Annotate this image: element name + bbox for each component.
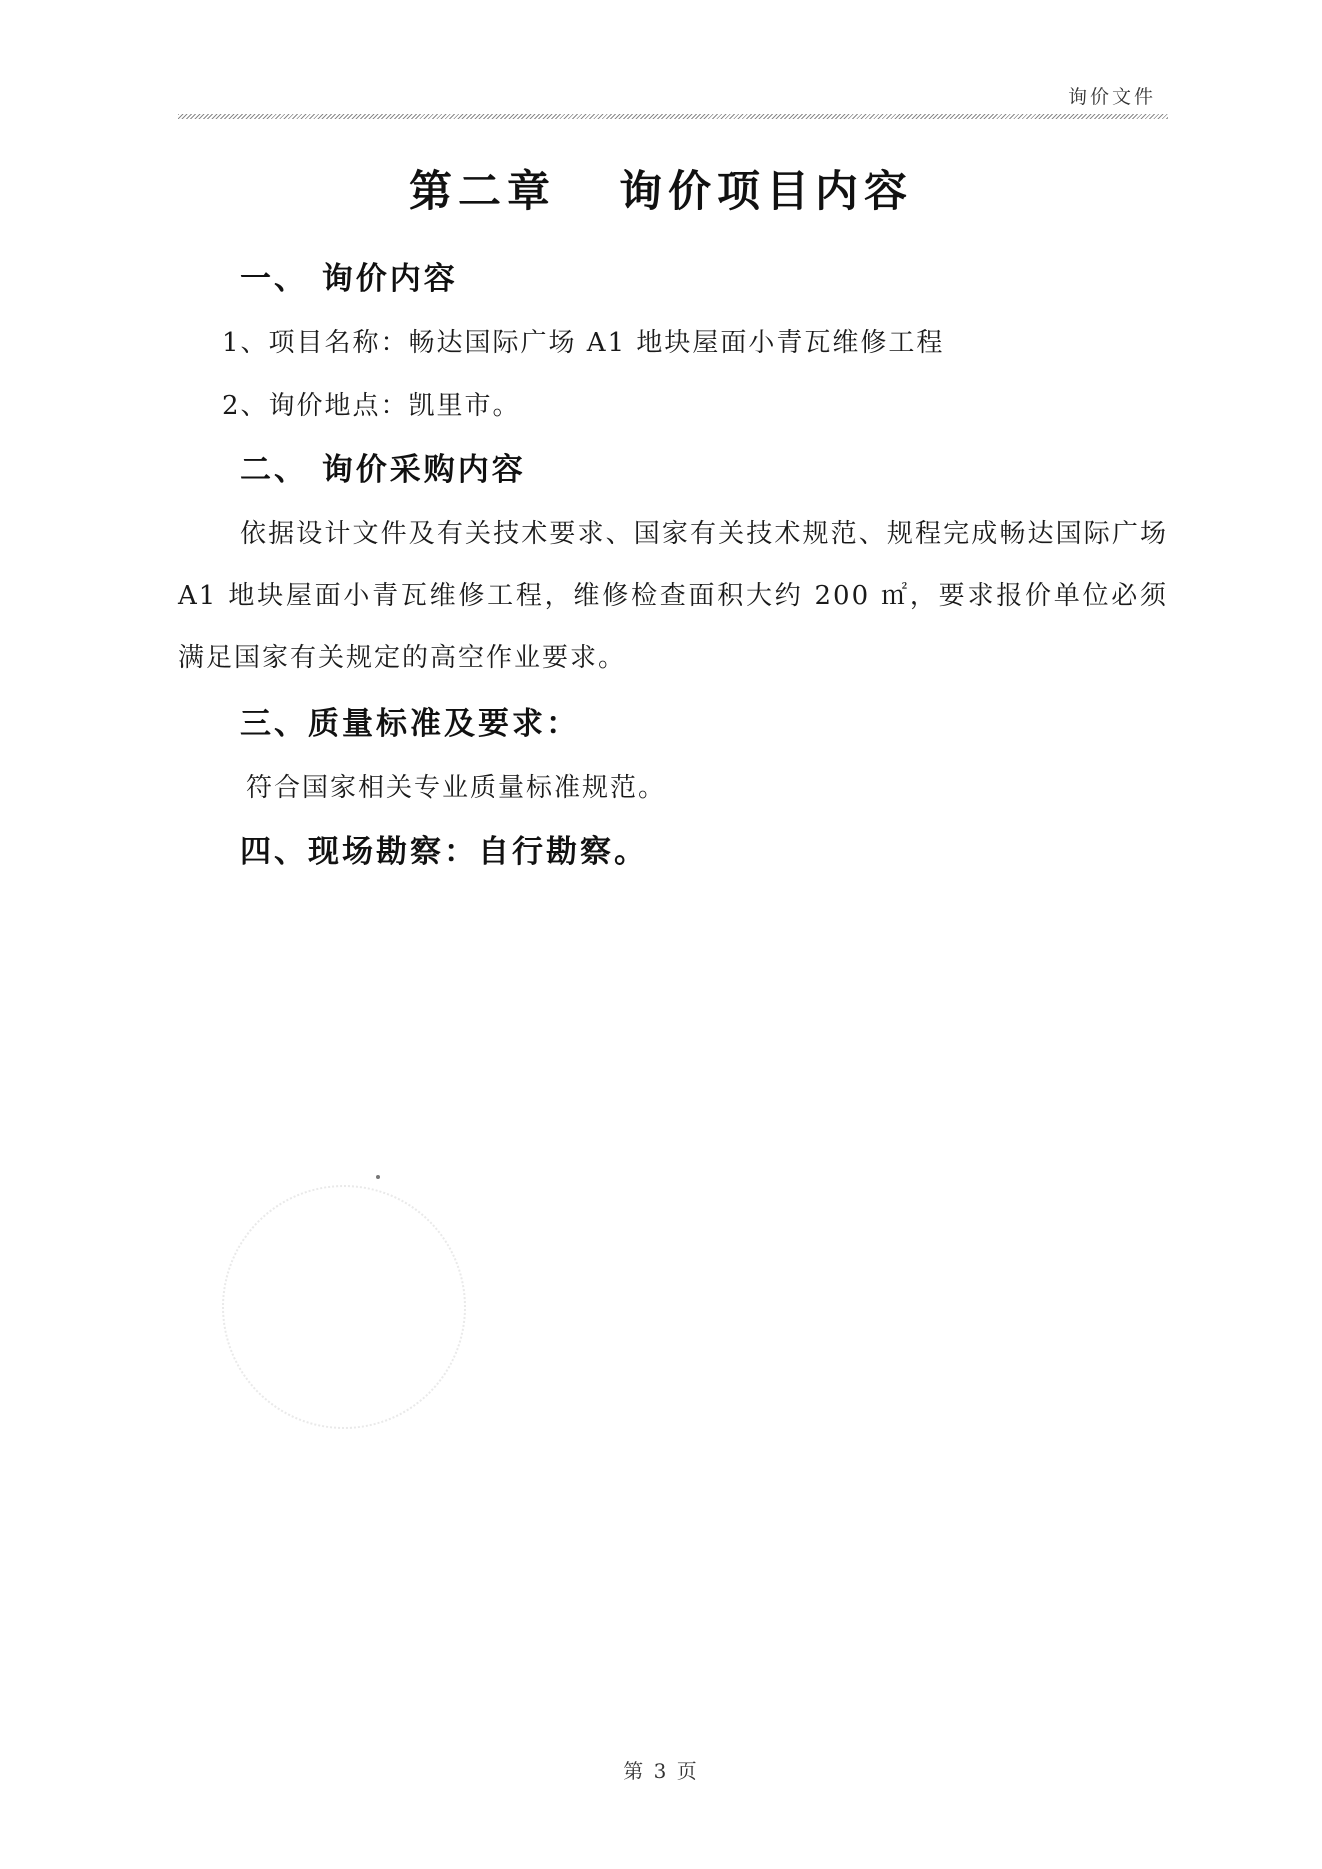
project-name-line: 1、项目名称：畅达国际广场 A1 地块屋面小青瓦维修工程 <box>222 328 945 358</box>
stamp-dot <box>376 1175 380 1179</box>
header-rule <box>178 114 1168 119</box>
section-heading-procurement-content: 二、 询价采购内容 <box>240 452 526 488</box>
section-heading-inquiry-content: 一、 询价内容 <box>240 261 458 297</box>
seal-stamp-icon <box>222 1185 466 1429</box>
inquiry-location-line: 2、询价地点：凯里市。 <box>222 391 521 421</box>
procurement-paragraph: 依据设计文件及有关技术要求、国家有关技术规范、规程完成畅达国际广场 A1 地块屋面小青瓦维修工程，维修检查面积大约 200 ㎡，要求报价单位必须满足国家有关规定的高空作业要求。 <box>178 519 1168 673</box>
running-header: 询价文件 <box>1067 86 1156 108</box>
section-heading-site-survey: 四、现场勘察：自行勘察。 <box>240 834 648 870</box>
quality-standard-line: 符合国家相关专业质量标准规范。 <box>246 773 667 803</box>
chapter-title: 第二章 询价项目内容 <box>409 167 913 217</box>
section-heading-quality-standard: 三、质量标准及要求： <box>240 706 580 742</box>
page-number: 第 3 页 <box>623 1759 699 1783</box>
